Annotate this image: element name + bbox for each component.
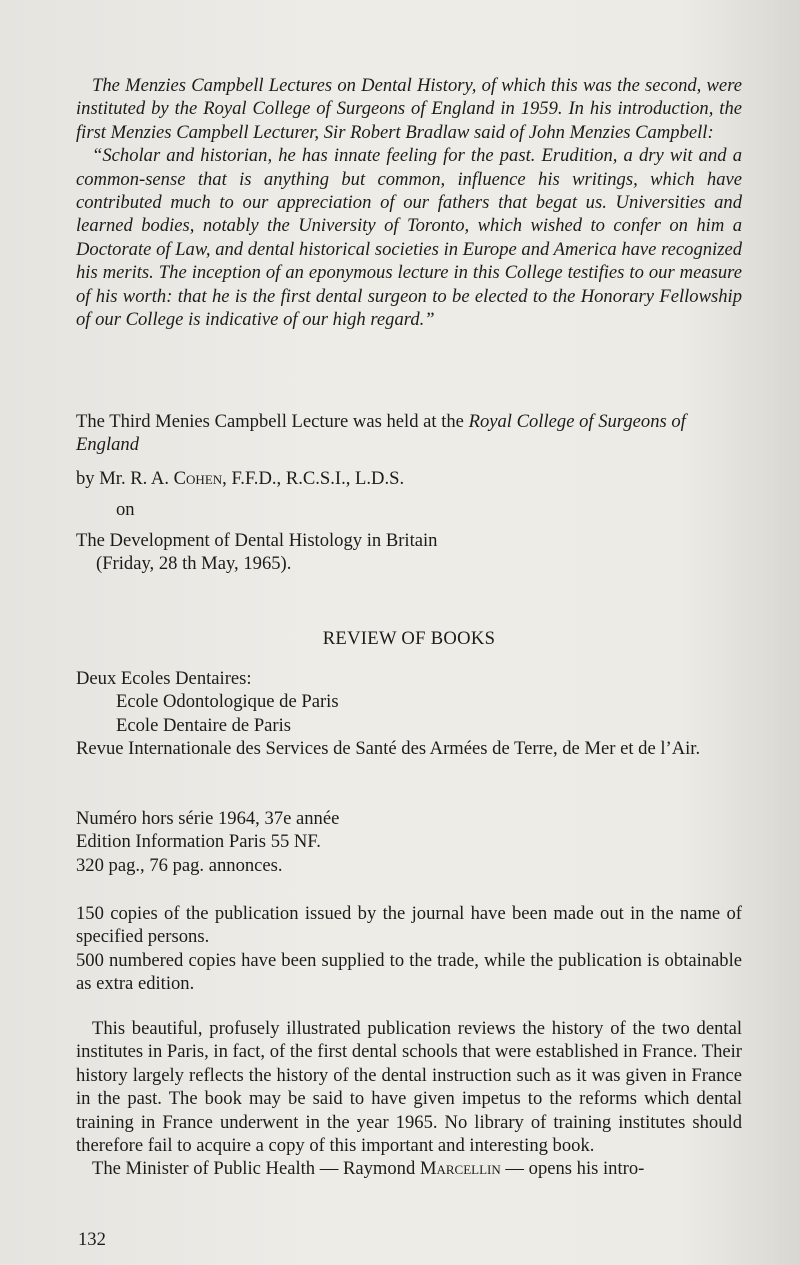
pages-info: 320 pag., 76 pag. annonces.: [76, 854, 283, 876]
lecture-held: [76, 410, 742, 457]
speaker-suffix: , F.F.D., R.C.S.I., L.D.S.: [222, 468, 405, 489]
journal-name: Revue Internationale des Services de Santé des Armées de Terre, de Mer et de l’Air.: [76, 738, 701, 760]
copies-info: [76, 902, 742, 996]
lecture-on-word: on: [116, 499, 135, 520]
lecture-topic: The Development of Dental Histology in Britain: [76, 530, 438, 551]
minister-line: [76, 1157, 742, 1180]
book-details: [76, 667, 742, 761]
minister-suffix: — opens his intro-: [500, 1158, 645, 1180]
bradlaw-quote: “Scholar and historian, he has innate feeling for the past. Erudition, a dry wit and a common-sense that is anything but common, influence his writings, which have contributed much to our appreciation of our fathers that begat us. Universities and learned bodies, notably the University of Toronto, which wished to confer on him a Doctorate of Law, and dental historical societies in Europe and America have recognized his merits. The inception of an eponymous lecture in this College testifies to our measure of his worth: that he is the first dental surgeon to be elected to the Honorary Fellowship of our College is indicative of our high regard.”: [76, 145, 742, 331]
lecture-on: [76, 498, 742, 521]
edition-info: Edition Information Paris 55 NF.: [76, 831, 321, 853]
lecture-venue: Royal College of Surgeons of England: [76, 411, 686, 456]
review-heading: REVIEW OF BOOKS: [322, 628, 496, 649]
lecture-date: (Friday, 28 th May, 1965).: [96, 553, 292, 575]
menzies-intro: The Menzies Campbell Lectures on Dental History, of which this was the second, were instituted by the Royal College of Surgeons of England in 1959. In his introduction, the first Menzies Campbell Lecturer, Sir Robert Bradlaw said of John Menzies Campbell:: [76, 75, 742, 143]
review-paragraph: This beautiful, profusely illustrated publication reviews the history of the two dental institutes in Paris, in fact, of the first dental schools that were established in France. Their history largely reflects the history of the dental instruction such as it was given in France in the past. The book may be said to have given impetus to the reforms which dental training in France underwent in the year 1965. No library of training institutes should therefore fail to acquire a copy of this important and interesting book.: [76, 1018, 742, 1157]
minister-prefix: The Minister of Public Health — Raymond: [92, 1158, 420, 1180]
speaker-prefix: by Mr. R. A.: [76, 468, 174, 489]
copies-named: 150 copies of the publication issued by the journal have been made out in the name of specified persons.: [76, 903, 742, 948]
school-2: Ecole Dentaire de Paris: [116, 714, 292, 736]
review-body: [76, 1017, 742, 1181]
menzies-section: [76, 74, 742, 331]
issue-info: Numéro hors série 1964, 37e année: [76, 808, 340, 829]
speaker-name: Cohen: [173, 468, 223, 489]
lecture-topic-block: [76, 529, 742, 576]
minister-name: Marcellin: [419, 1158, 501, 1180]
book-title: Deux Ecoles Dentaires:: [76, 668, 252, 689]
copies-numbered: 500 numbered copies have been supplied to the trade, while the publication is obtainable as extra edition.: [76, 949, 742, 995]
page-number: 132: [78, 1229, 106, 1250]
publication-info: [76, 807, 742, 877]
school-1: Ecole Odontologique de Paris: [116, 691, 339, 713]
lecture-speaker: [76, 467, 742, 490]
lecture-held-prefix: The Third Menies Campbell Lecture was held at the: [76, 411, 469, 432]
lecture-announcement: [76, 410, 742, 457]
